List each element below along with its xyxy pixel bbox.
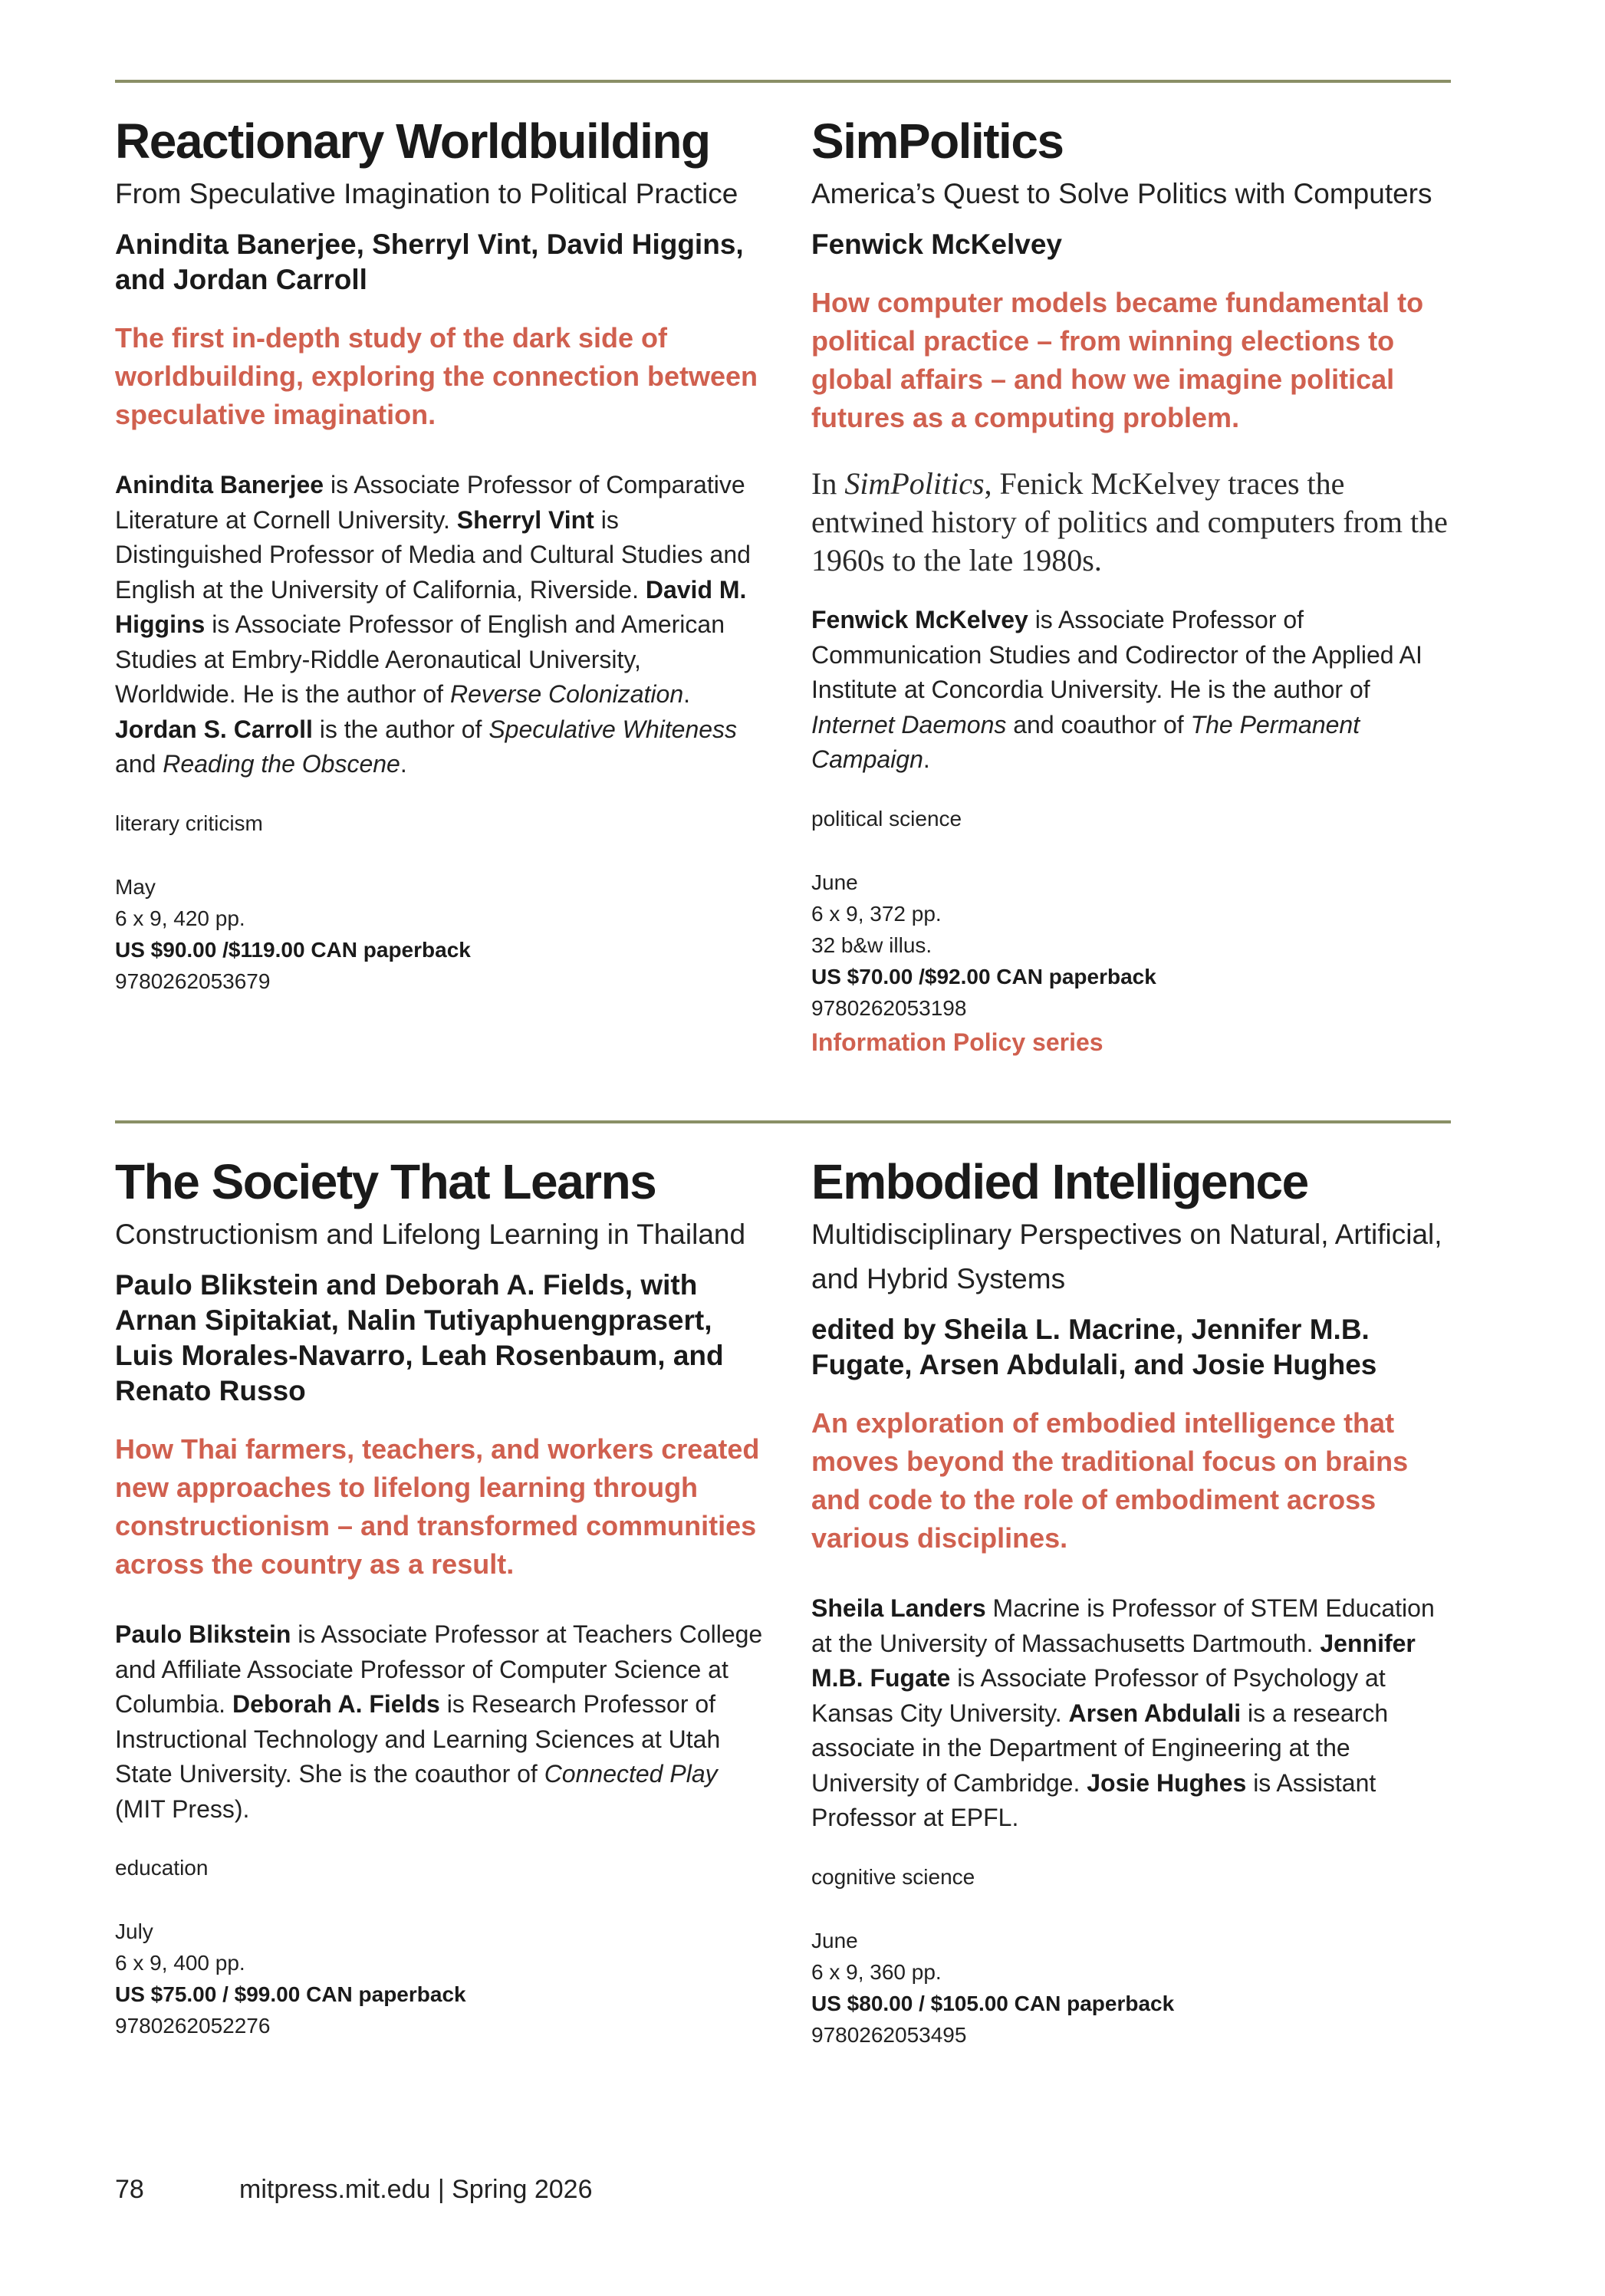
text-run: is Associate Professor at Teachers College and Affiliate Associate Professor of Computer Science at Columbia. (115, 1620, 763, 1718)
trim-size-pages: 6 x 9, 360 pp. (811, 1959, 942, 1984)
price: US $70.00 /$92.00 CAN paperback (811, 964, 1156, 988)
text-run: is Research Professor of Instructional Technology and Learning Sciences at Utah State University. She is the coauthor of (115, 1690, 721, 1788)
book-authors: edited by Sheila L. Macrine, Jennifer M.B. Fugate, Arsen Abdulali, and Josie Hughes (811, 1314, 1377, 1380)
text-run: is Associate Professor of Comparative Literature at Cornell University. (115, 471, 745, 534)
book-description (811, 465, 1455, 580)
book-tagline: An exploration of embodied intelligence that moves beyond the traditional focus on brains and code to the role of embodiment across various disciplines. (811, 1407, 1409, 1554)
book-subtitle: Constructionism and Lifelong Learning in Thailand (115, 1219, 746, 1250)
author-bio (811, 603, 1455, 778)
book-tagline: The first in-depth study of the dark side of worldbuilding, exploring the connection between speculative imagination. (115, 322, 758, 430)
book-title: The Society That Learns (115, 1154, 656, 1209)
bio-name: Jordan S. Carroll (115, 715, 313, 743)
trim-size-pages: 6 x 9, 420 pp. (115, 906, 245, 930)
work-title: Internet Daemons (811, 710, 1007, 738)
author-bio (811, 1591, 1455, 1836)
text-run: is Distinguished Professor of Media and Cultural Studies and English at the University of California, Riverside. (115, 505, 751, 604)
isbn: 9780262053679 (115, 969, 271, 993)
bio-name: Sheila Landers (811, 1594, 986, 1622)
bio-name: Anindita Banerjee (115, 471, 324, 498)
publication-details (811, 867, 1455, 1024)
price: US $75.00 / $99.00 CAN paperback (115, 1982, 466, 2006)
work-title: The Permanent Campaign (811, 710, 1360, 773)
pub-month: May (115, 874, 156, 899)
publication-details (811, 1925, 1455, 2051)
bio-name: Arsen Abdulali (1068, 1699, 1242, 1727)
text-run: is a research associate in the Department of Engineering at the University of Cambridge. (811, 1699, 1389, 1797)
text-run: . (400, 750, 407, 778)
bio-name: Paulo Blikstein (115, 1620, 291, 1648)
book-title: Embodied Intelligence (811, 1154, 1308, 1209)
work-title: Speculative Whiteness (488, 715, 738, 743)
book-tagline: How Thai farmers, teachers, and workers created new approaches to lifelong learning through constructionism – and transformed communities across the country as a result. (115, 1433, 760, 1580)
text-run: is Associate Professor of Psychology at Kansas City University. (811, 1664, 1386, 1727)
text-run: . (683, 680, 690, 708)
bio-name: Fenwick McKelvey (811, 606, 1028, 633)
book-subtitle: America’s Quest to Solve Politics with Computers (811, 178, 1432, 209)
top-divider (115, 80, 1451, 83)
subject-category: political science (811, 806, 962, 831)
bio-name: Deborah A. Fields (232, 1690, 440, 1718)
work-title: Connected Play (544, 1760, 718, 1788)
footer-text: mitpress.mit.edu | Spring 2026 (239, 2175, 593, 2204)
subject-category: cognitive science (811, 1864, 975, 1889)
book-subtitle: Multidisciplinary Perspectives on Natural, Artificial, and Hybrid Systems (811, 1219, 1442, 1294)
publication-details (115, 1916, 767, 2041)
illustrations: 32 b&w illus. (811, 933, 932, 957)
text-run: Macrine is Professor of STEM Education at the University of Massachusetts Dartmouth. (811, 1594, 1435, 1657)
bio-name: Josie Hughes (1087, 1768, 1247, 1797)
price: US $90.00 /$119.00 CAN paperback (115, 937, 471, 962)
isbn: 9780262053198 (811, 995, 967, 1020)
publication-details (115, 871, 767, 997)
series-name: Information Policy series (811, 1028, 1103, 1056)
book-entry-embodied-intelligence (811, 1154, 1455, 2051)
text-run: and (115, 750, 163, 778)
book-authors: Paulo Blikstein and Deborah A. Fields, with Arnan Sipitakiat, Nalin Tutiyaphuengprasert, Luis Morales-Navarro, Leah Rosenbaum, and Renato Russo (115, 1269, 724, 1406)
text-run: is Assistant Professor at EPFL. (811, 1768, 1376, 1831)
page-footer (115, 2175, 593, 2205)
trim-size-pages: 6 x 9, 400 pp. (115, 1951, 245, 1975)
isbn: 9780262053495 (811, 2022, 967, 2047)
author-bio (115, 1617, 767, 1827)
subject-category: literary criticism (115, 811, 263, 835)
bio-name: David M. Higgins (115, 575, 747, 638)
work-title: SimPolitics (844, 466, 985, 501)
work-title: Reading the Obscene (163, 750, 400, 778)
author-bio (115, 468, 767, 782)
book-entry-society-that-learns (115, 1154, 767, 2041)
text-run: is the author of (312, 715, 489, 743)
bio-name: Jennifer M.B. Fugate (811, 1629, 1416, 1692)
text-run: (MIT Press). (115, 1794, 250, 1823)
pub-month: July (115, 1919, 153, 1943)
text-run: and coauthor of (1006, 710, 1191, 738)
price: US $80.00 / $105.00 CAN paperback (811, 1991, 1175, 2015)
text-run: is Associate Professor of Communication Studies and Codirector of the Applied AI Institute at Concordia University. He is the author of (811, 606, 1422, 703)
book-authors: Anindita Banerjee, Sherryl Vint, David Higgins, and Jordan Carroll (115, 229, 744, 295)
text-run: , Fenick McKelvey traces the entwined history of politics and computers from the 1960s to the late 1980s. (811, 466, 1448, 577)
middle-divider (115, 1120, 1451, 1123)
pub-month: June (811, 1928, 858, 1952)
pub-month: June (811, 870, 858, 894)
book-tagline: How computer models became fundamental to political practice – from winning elections to global affairs – and how we imagine political futures as a computing problem. (811, 287, 1424, 433)
work-title: Reverse Colonization (449, 680, 684, 708)
book-title: Reactionary Worldbuilding (115, 113, 710, 169)
book-title: SimPolitics (811, 113, 1064, 169)
subject-category: education (115, 1856, 209, 1880)
isbn: 9780262052276 (115, 2014, 271, 2038)
text-run: In (811, 466, 845, 501)
book-entry-reactionary-worldbuilding (115, 113, 767, 997)
text-run: is Associate Professor of English and American Studies at Embry-Riddle Aeronautical University, Worldwide. He is the author of (115, 610, 725, 708)
page-number: 78 (115, 2175, 144, 2204)
trim-size-pages: 6 x 9, 372 pp. (811, 901, 942, 926)
book-entry-simpolitics (811, 113, 1455, 1061)
text-run: . (923, 745, 930, 773)
book-authors: Fenwick McKelvey (811, 229, 1062, 260)
bio-name: Sherryl Vint (456, 505, 594, 534)
book-subtitle: From Speculative Imagination to Political Practice (115, 178, 738, 209)
